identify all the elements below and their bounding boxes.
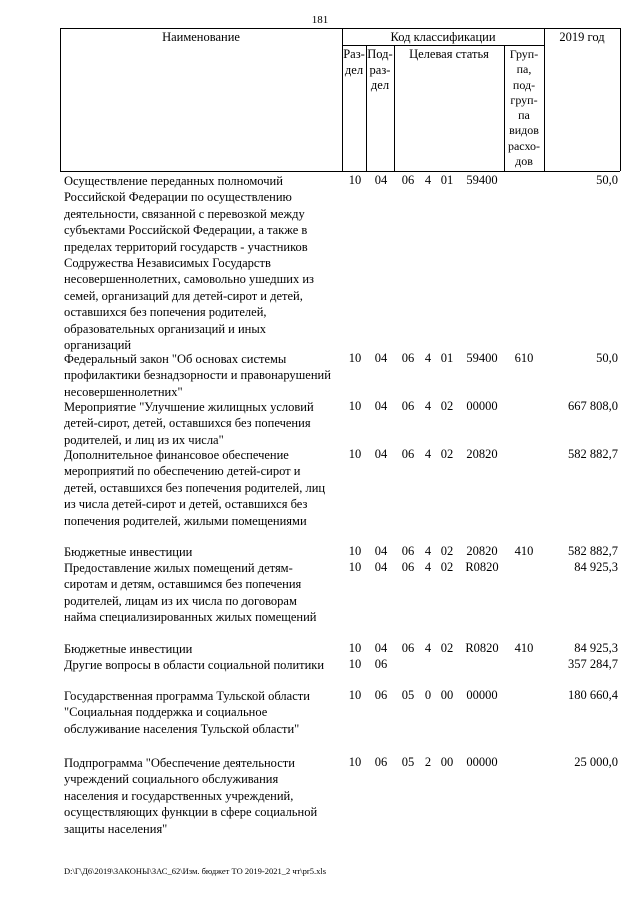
row-amount: 582 882,7 xyxy=(568,544,618,558)
row-target-4: 00000 xyxy=(466,688,498,702)
header-left-border xyxy=(60,28,61,171)
row-razdel: 10 xyxy=(348,755,362,769)
row-razdel: 10 xyxy=(348,447,362,461)
row-target-3: 00 xyxy=(440,755,454,769)
row-target-3: 02 xyxy=(440,447,454,461)
row-name: Государственная программа Тульской области "Социальная поддержка и социальное обслуживание населения Тульской области" xyxy=(64,689,310,736)
row-name: Мероприятие "Улучшение жилищных условий детей-сирот, детей, оставшихся без попечения родителей, и лиц из их числа" xyxy=(64,400,314,447)
row-target-2: 4 xyxy=(424,544,432,558)
row-target-1: 06 xyxy=(401,351,415,365)
row-razdel: 10 xyxy=(348,560,362,574)
row-target-4: R0820 xyxy=(465,560,499,574)
row-amount: 84 925,3 xyxy=(574,560,618,574)
row-target-2: 4 xyxy=(424,173,432,187)
row-target-4: 00000 xyxy=(466,755,498,769)
header-target: Целевая статья xyxy=(409,47,489,61)
header-razdel: Раз- дел xyxy=(343,47,365,77)
row-podrazdel: 04 xyxy=(374,173,388,187)
file-path-footer: D:\Г\Д6\2019\ЗАКОНЫ\ЗАС_62\Изм. бюджет ТО 2019-2021_2 чт\pr5.xls xyxy=(64,866,327,876)
row-name: Бюджетные инвестиции xyxy=(64,642,193,656)
row-name: Бюджетные инвестиции xyxy=(64,545,193,559)
row-amount: 582 882,7 xyxy=(568,447,618,461)
row-group: 410 xyxy=(514,544,534,558)
row-razdel: 10 xyxy=(348,641,362,655)
row-target-1: 05 xyxy=(401,688,415,702)
row-target-2: 4 xyxy=(424,351,432,365)
row-group: 610 xyxy=(514,351,534,365)
page-number: 181 xyxy=(311,14,329,26)
header-divider xyxy=(394,45,395,171)
row-target-4: 00000 xyxy=(466,399,498,413)
header-name: Наименование xyxy=(162,30,240,44)
row-amount: 25 000,0 xyxy=(574,755,618,769)
row-target-1: 05 xyxy=(401,755,415,769)
row-target-1: 06 xyxy=(401,544,415,558)
row-razdel: 10 xyxy=(348,544,362,558)
row-target-2: 4 xyxy=(424,560,432,574)
row-podrazdel: 06 xyxy=(374,657,388,671)
row-target-3: 00 xyxy=(440,688,454,702)
header-right-border xyxy=(620,28,621,171)
row-name: Осуществление переданных полномочий Российской Федерации по осуществлению деятельности, связанной с перевозкой между субъектами Российской Федерации, а также в пределах территорий государств - участников Содружества Независимых Государств несовершеннолетних, самовольно ушедших из семей, организаций для детей-сирот и детей, оставшихся без попечения родителей, образовательных организаций и иных организаций xyxy=(64,174,314,353)
row-podrazdel: 04 xyxy=(374,641,388,655)
row-podrazdel: 06 xyxy=(374,688,388,702)
row-target-2: 4 xyxy=(424,641,432,655)
header-year: 2019 год xyxy=(559,30,605,44)
row-target-4: R0820 xyxy=(465,641,499,655)
row-target-1: 06 xyxy=(401,641,415,655)
row-podrazdel: 06 xyxy=(374,755,388,769)
row-name: Дополнительное финансовое обеспечение мероприятий по обеспечению детей-сирот и детей, оставшихся без попечения родителей, лиц из числа детей-сирот и детей, оставшихся без попечения родителей, жилыми помещениями xyxy=(64,448,326,528)
header-classification: Код классификации xyxy=(390,30,496,44)
row-name: Подпрограмма "Обеспечение деятельности учреждений социального обслуживания населения и государственных учреждений, осуществляющих функции в сфере социальной защиты населения" xyxy=(64,756,318,836)
row-target-4: 20820 xyxy=(466,447,498,461)
row-target-4: 20820 xyxy=(466,544,498,558)
row-target-2: 4 xyxy=(424,447,432,461)
header-podrazdel: Под- раз- дел xyxy=(367,47,393,92)
row-target-3: 01 xyxy=(440,351,454,365)
row-amount: 180 660,4 xyxy=(568,688,618,702)
row-target-2: 2 xyxy=(424,755,432,769)
row-target-1: 06 xyxy=(401,560,415,574)
row-target-3: 02 xyxy=(440,399,454,413)
row-razdel: 10 xyxy=(348,688,362,702)
row-podrazdel: 04 xyxy=(374,447,388,461)
header-bottom-border xyxy=(60,171,620,172)
row-target-4: 59400 xyxy=(466,351,498,365)
row-target-1: 06 xyxy=(401,399,415,413)
row-target-3: 02 xyxy=(440,544,454,558)
row-target-4: 59400 xyxy=(466,173,498,187)
header-group: Груп- па, под- груп- па видов расхо- дов xyxy=(507,47,541,169)
row-name: Федеральный закон "Об основах системы профилактики безнадзорности и правонарушений несовершеннолетних" xyxy=(64,352,331,399)
row-amount: 357 284,7 xyxy=(568,657,618,671)
row-target-1: 06 xyxy=(401,173,415,187)
row-razdel: 10 xyxy=(348,351,362,365)
row-target-3: 02 xyxy=(440,560,454,574)
row-podrazdel: 04 xyxy=(374,351,388,365)
row-amount: 667 808,0 xyxy=(568,399,618,413)
row-amount: 50,0 xyxy=(596,351,618,365)
row-razdel: 10 xyxy=(348,657,362,671)
row-amount: 84 925,3 xyxy=(574,641,618,655)
header-divider xyxy=(544,28,545,171)
row-name: Другие вопросы в области социальной политики xyxy=(64,658,325,672)
row-target-2: 4 xyxy=(424,399,432,413)
row-target-3: 01 xyxy=(440,173,454,187)
header-top-border xyxy=(60,28,620,29)
row-target-1: 06 xyxy=(401,447,415,461)
row-name: Предоставление жилых помещений детям- сиротам и детям, оставшимся без попечения родителей, лицам из их числа по договорам найма специализированных жилых помещений xyxy=(64,561,317,625)
row-group: 410 xyxy=(514,641,534,655)
row-target-3: 02 xyxy=(440,641,454,655)
row-podrazdel: 04 xyxy=(374,399,388,413)
row-podrazdel: 04 xyxy=(374,560,388,574)
row-target-2: 0 xyxy=(424,688,432,702)
row-amount: 50,0 xyxy=(596,173,618,187)
row-razdel: 10 xyxy=(348,173,362,187)
row-podrazdel: 04 xyxy=(374,544,388,558)
row-razdel: 10 xyxy=(348,399,362,413)
